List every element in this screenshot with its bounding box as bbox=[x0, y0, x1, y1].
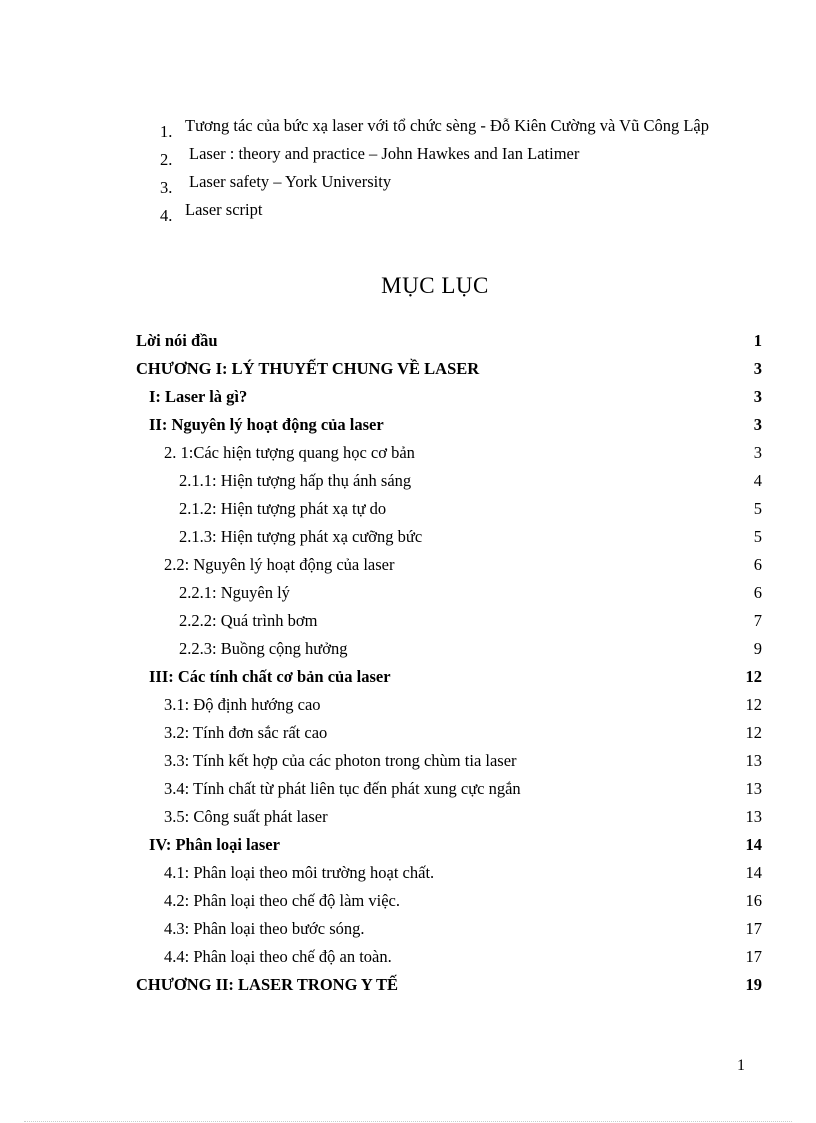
toc-entry-label: 2.2.1: Nguyên lý bbox=[179, 583, 290, 602]
toc-entry-page: 3 bbox=[753, 359, 762, 378]
reference-number: 2. bbox=[160, 150, 173, 169]
toc-entry[interactable] bbox=[136, 915, 762, 943]
toc-entry-page: 16 bbox=[745, 891, 762, 910]
toc-entry-page: 19 bbox=[745, 975, 762, 994]
toc-entry-page: 3 bbox=[753, 443, 762, 462]
toc-entry-page: 9 bbox=[753, 639, 762, 658]
toc-entry-label: 2.1.1: Hiện tượng hấp thụ ánh sáng bbox=[179, 471, 412, 490]
toc-entry[interactable] bbox=[136, 439, 762, 467]
toc-entry-label: IV: Phân loại laser bbox=[149, 835, 280, 854]
toc-entry-page: 17 bbox=[745, 919, 762, 938]
toc-entry[interactable] bbox=[136, 831, 762, 859]
toc-entry-label: 3.5: Công suất phát laser bbox=[164, 807, 328, 826]
toc-entry[interactable] bbox=[136, 327, 762, 355]
toc-entry-label: 4.2: Phân loại theo chế độ làm việc. bbox=[164, 891, 400, 910]
toc-entry-label: CHƯƠNG I: LÝ THUYẾT CHUNG VỀ LASER bbox=[136, 359, 480, 378]
reference-item bbox=[160, 144, 740, 170]
toc-entry-page: 5 bbox=[753, 527, 762, 546]
page-bottom-divider bbox=[24, 1121, 792, 1122]
toc-entry-label: I: Laser là gì? bbox=[149, 387, 248, 406]
toc-entry-label: 2.2.3: Buồng cộng hưởng bbox=[179, 639, 348, 658]
toc-entry-page: 7 bbox=[753, 611, 762, 630]
reference-text: Laser : theory and practice – John Hawkes and Ian Latimer bbox=[189, 144, 580, 163]
toc-entry-page: 5 bbox=[753, 499, 762, 518]
toc-entry-label: 4.3: Phân loại theo bước sóng. bbox=[164, 919, 365, 938]
page-number: 1 bbox=[737, 1057, 745, 1074]
toc-entry-page: 13 bbox=[745, 779, 762, 798]
toc-entry[interactable] bbox=[136, 663, 762, 691]
toc-title: MỤC LỤC bbox=[381, 273, 489, 298]
toc-entry-page: 12 bbox=[745, 695, 762, 714]
toc-entry-page: 14 bbox=[745, 863, 762, 882]
reference-item bbox=[160, 172, 740, 198]
toc-entry-page: 14 bbox=[745, 835, 762, 854]
toc-entry[interactable] bbox=[136, 635, 762, 663]
toc-entry-page: 6 bbox=[753, 583, 762, 602]
toc-entry-label: 3.3: Tính kết hợp của các photon trong chùm tia laser bbox=[164, 751, 517, 770]
toc-entry-page: 6 bbox=[753, 555, 762, 574]
toc-entry-page: 12 bbox=[745, 667, 762, 686]
toc-entry[interactable] bbox=[136, 887, 762, 915]
toc-entry[interactable] bbox=[136, 467, 762, 495]
toc-entry-label: 2.2: Nguyên lý hoạt động của laser bbox=[164, 555, 395, 574]
reference-number: 3. bbox=[160, 178, 173, 197]
toc-entry[interactable] bbox=[136, 691, 762, 719]
toc-entry-label: 3.2: Tính đơn sắc rất cao bbox=[164, 723, 328, 742]
toc-entry-page: 13 bbox=[745, 751, 762, 770]
toc-entry-page: 12 bbox=[745, 723, 762, 742]
reference-item bbox=[160, 116, 740, 142]
toc-entry-label: CHƯƠNG II: LASER TRONG Y TẾ bbox=[136, 975, 399, 994]
toc-entry[interactable] bbox=[136, 383, 762, 411]
reference-text: Tương tác của bức xạ laser với tổ chức sèng - Đỗ Kiên Cường và Vũ Công Lập bbox=[185, 116, 709, 135]
reference-item bbox=[160, 200, 740, 226]
reference-text: Laser script bbox=[185, 200, 263, 219]
toc-entry-label: 3.1: Độ định hướng cao bbox=[164, 695, 321, 714]
toc-entry-label: 2.2.2: Quá trình bơm bbox=[179, 611, 318, 630]
reference-number: 4. bbox=[160, 206, 173, 225]
toc-entry-label: 2. 1:Các hiện tượng quang học cơ bản bbox=[164, 443, 415, 462]
toc-entry[interactable] bbox=[136, 551, 762, 579]
toc-entry[interactable] bbox=[136, 775, 762, 803]
toc-entry-label: 2.1.3: Hiện tượng phát xạ cưỡng bức bbox=[179, 527, 423, 546]
toc-entry-page: 4 bbox=[753, 471, 762, 490]
toc-entry[interactable] bbox=[136, 607, 762, 635]
toc-entry-label: 3.4: Tính chất từ phát liên tục đến phát xung cực ngắn bbox=[164, 779, 521, 798]
toc-entry-label: 4.1: Phân loại theo môi trường hoạt chất. bbox=[164, 863, 435, 882]
toc-entry-page: 17 bbox=[745, 947, 762, 966]
toc-entry-label: 2.1.2: Hiện tượng phát xạ tự do bbox=[179, 499, 387, 518]
toc-entry[interactable] bbox=[136, 523, 762, 551]
toc-entry-page: 1 bbox=[753, 331, 762, 350]
toc-entry-label: II: Nguyên lý hoạt động của laser bbox=[149, 415, 384, 434]
toc-entry-page: 3 bbox=[753, 387, 762, 406]
references-list bbox=[160, 116, 740, 228]
toc-entry[interactable] bbox=[136, 747, 762, 775]
toc-entry-label: Lời nói đầu bbox=[136, 331, 218, 350]
reference-number: 1. bbox=[160, 122, 173, 141]
reference-text: Laser safety – York University bbox=[189, 172, 392, 191]
toc-entry[interactable] bbox=[136, 803, 762, 831]
table-of-contents bbox=[136, 327, 762, 999]
toc-entry[interactable] bbox=[136, 943, 762, 971]
toc-entry[interactable] bbox=[136, 859, 762, 887]
toc-entry[interactable] bbox=[136, 719, 762, 747]
toc-entry[interactable] bbox=[136, 495, 762, 523]
toc-entry-label: 4.4: Phân loại theo chế độ an toàn. bbox=[164, 947, 392, 966]
toc-entry-label: III: Các tính chất cơ bản của laser bbox=[149, 667, 391, 686]
toc-entry[interactable] bbox=[136, 579, 762, 607]
toc-entry[interactable] bbox=[136, 971, 762, 999]
toc-entry-page: 13 bbox=[745, 807, 762, 826]
toc-entry[interactable] bbox=[136, 355, 762, 383]
toc-entry[interactable] bbox=[136, 411, 762, 439]
toc-entry-page: 3 bbox=[753, 415, 762, 434]
